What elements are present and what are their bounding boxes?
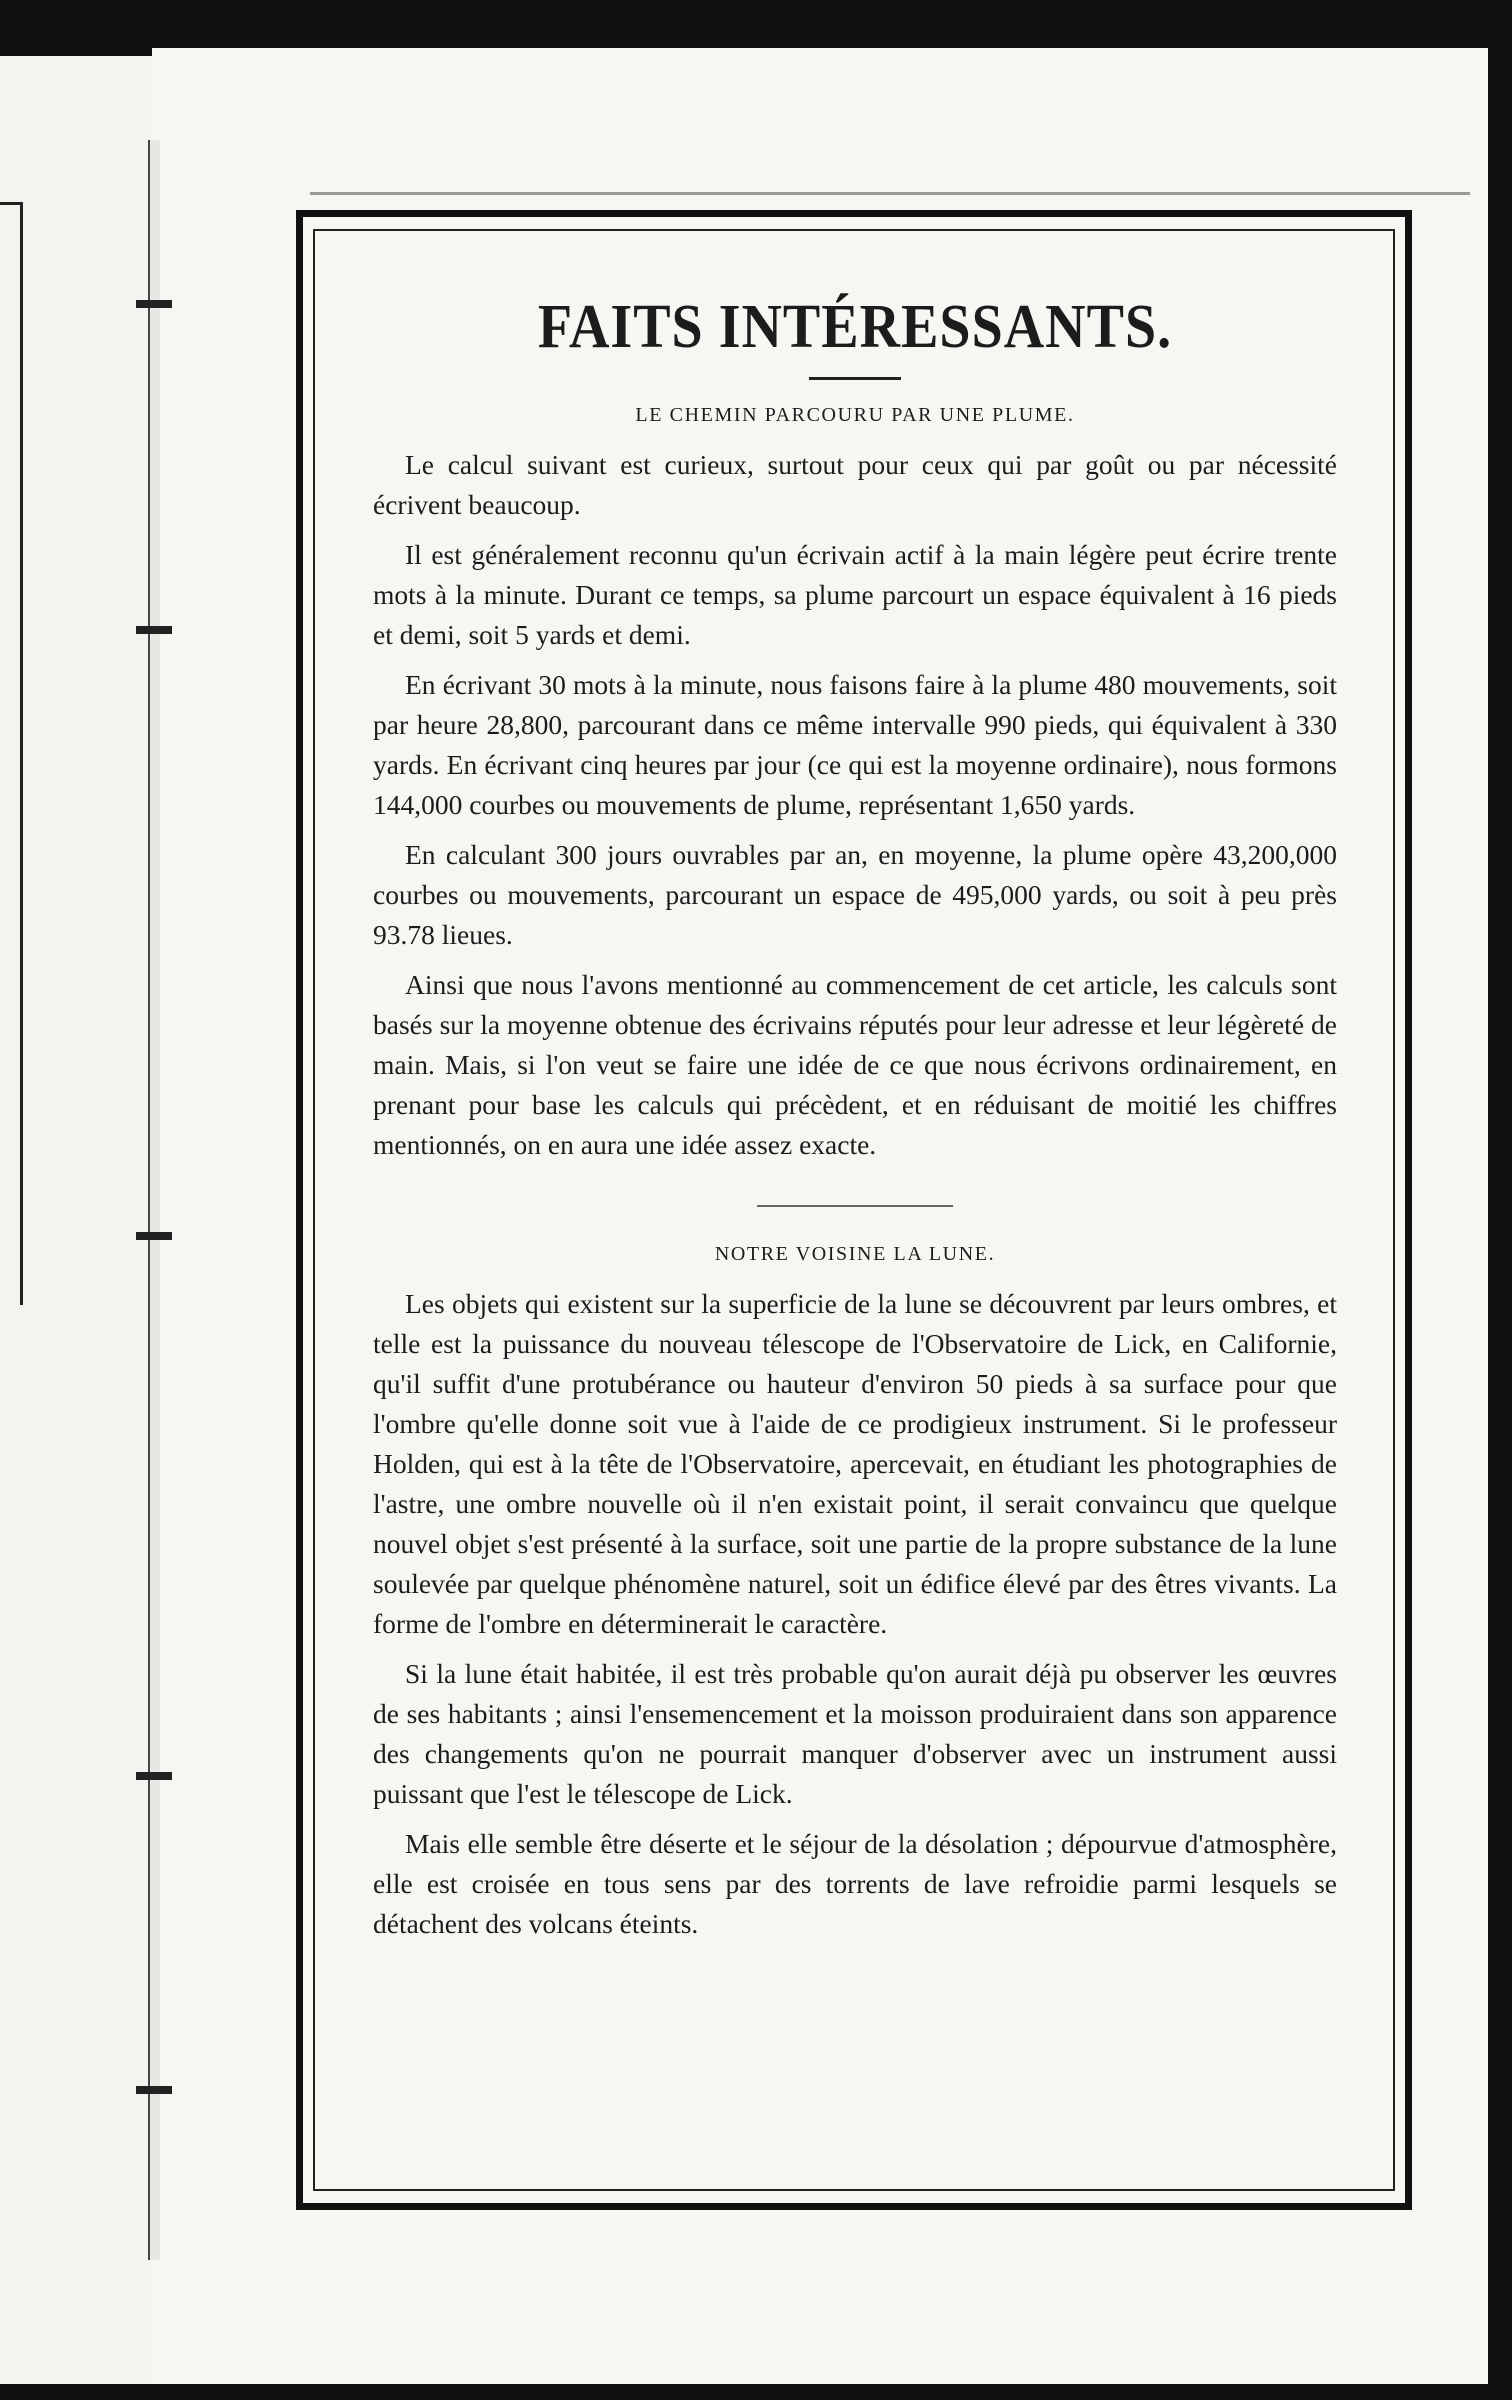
- paragraph: Les objets qui existent sur la superficie de la lune se découvrent par leurs ombres, et telle est la puissance du nouveau télescope de l'Observatoire de Lick, en Californie, qu'il suffit d'une protubérance ou hauteur d'environ 50 pieds à sa surface pour que l'ombre qu'elle donne soit vue à l'aide de ce prodigieux instrument. Si le professeur Holden, qui est à la tête de l'Observatoire, apercevait, en étudiant les photographies de l'astre, une ombre nouvelle où il n'en existait point, il serait convaincu que quelque nouvel objet s'est présenté à la surface, soit une partie de la propre substance de la lune soulevée par quelque phénomène naturel, soit un édifice élevé par des êtres vivants. La forme de l'ombre en déterminerait le caractère.: [373, 1288, 1337, 1639]
- article-frame: [296, 210, 1412, 2210]
- facing-page-border: [0, 202, 23, 1305]
- paragraph: Il est généralement reconnu qu'un écrivain actif à la main légère peut écrire trente mots à la minute. Durant ce temps, sa plume parcourt un espace équivalent à 16 pieds et demi, soit 5 yards et demi.: [373, 539, 1337, 650]
- paragraph: En écrivant 30 mots à la minute, nous faisons faire à la plume 480 mouvements, soit par heure 28,800, parcourant dans ce même intervalle 990 pieds, qui équivalent à 330 yards. En écrivant cinq heures par jour (ce qui est la moyenne ordinaire), nous formons 144,000 courbes ou mouvements de plume, représentant 1,650 yards.: [373, 669, 1337, 820]
- facing-page: [0, 56, 152, 2384]
- title-divider: [809, 377, 901, 380]
- section-moon: [373, 1243, 1337, 1944]
- book-binding: [148, 140, 160, 2260]
- section-divider: [757, 1205, 953, 1207]
- page-title: FAITS INTÉRESSANTS.: [537, 292, 1173, 362]
- page-top-rule: [310, 192, 1470, 195]
- binding-stitch: [136, 1232, 172, 1240]
- binding-stitch: [136, 1772, 172, 1780]
- binding-stitch: [136, 2086, 172, 2094]
- binding-stitch: [136, 300, 172, 308]
- paragraph: Ainsi que nous l'avons mentionné au commencement de cet article, les calculs sont basés sur la moyenne obtenue des écrivains réputés pour leur adresse et leur légèreté de main. Mais, si l'on veut se faire une idée de ce que nous écrivons ordinairement, en prenant pour base les calculs qui précèdent, et en réduisant de moitié les chiffres mentionnés, on en aura une idée assez exacte.: [373, 969, 1337, 1160]
- paragraph: Si la lune était habitée, il est très probable qu'on aurait déjà pu observer les œuvres de ses habitants ; ainsi l'ensemencement et la moisson produiraient dans son apparence des changements qu'on ne pourrait manquer d'observer avec un instrument aussi puissant que l'est le télescope de Lick.: [373, 1658, 1337, 1809]
- paragraph: En calculant 300 jours ouvrables par an, en moyenne, la plume opère 43,200,000 courbes ou mouvements, parcourant un espace de 495,000 yards, ou soit à peu près 93.78 lieues.: [373, 839, 1337, 950]
- paragraph: Mais elle semble être déserte et le séjour de la désolation ; dépourvue d'atmosphère, elle est croisée en tous sens par des torrents de lave refroidie parmi lesquels se détachent des volcans éteints.: [373, 1828, 1337, 1939]
- section-pen: [373, 404, 1337, 1165]
- article-content: [373, 271, 1337, 2169]
- section-heading: LE CHEMIN PARCOURU PAR UNE PLUME.: [635, 404, 1075, 426]
- article-frame-inner: [313, 229, 1395, 2191]
- section-heading: NOTRE VOISINE LA LUNE.: [714, 1243, 996, 1265]
- paragraph: Le calcul suivant est curieux, surtout pour ceux qui par goût ou par nécessité écrivent beaucoup.: [373, 449, 1337, 520]
- binding-stitch: [136, 626, 172, 634]
